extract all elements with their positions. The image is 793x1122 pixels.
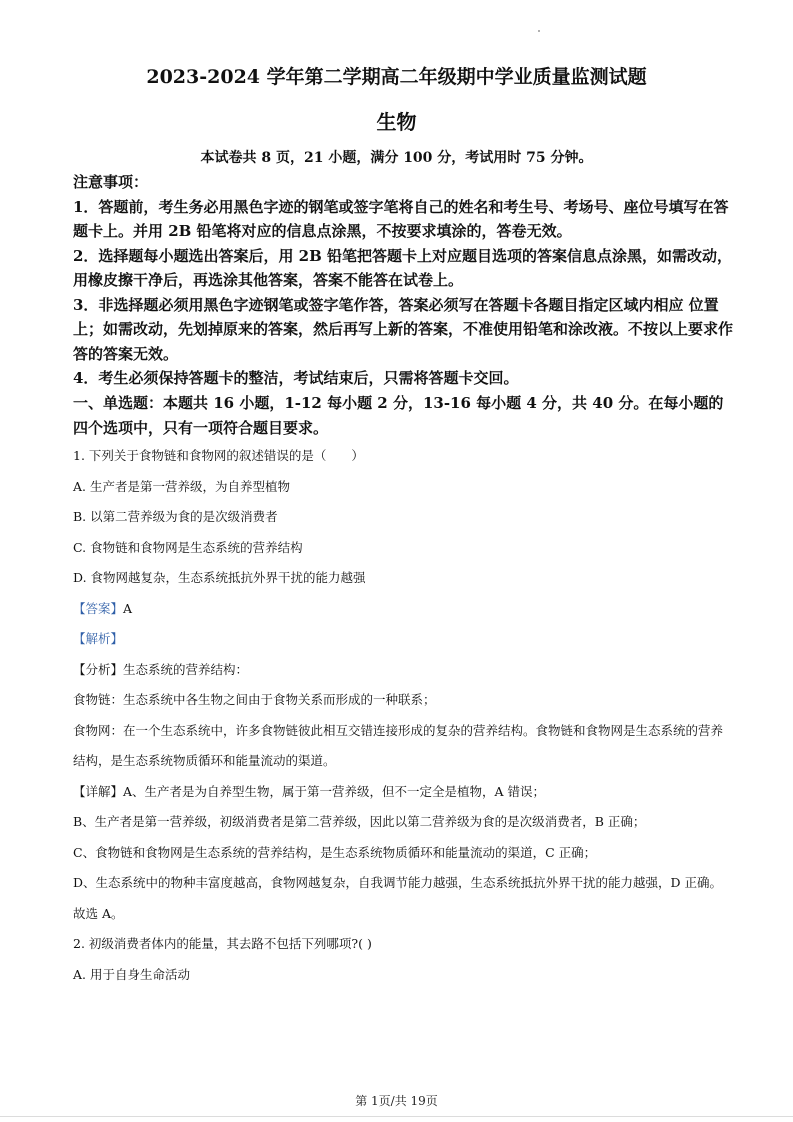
option-c: C. 食物链和食物网是生态系统的营养结构 <box>73 539 303 555</box>
conclusion: 故选 A。 <box>73 905 124 921</box>
option-d: D. 食物网越复杂，生态系统抵抗外界干扰的能力越强 <box>73 570 366 585</box>
food-chain-text: 食物链：生态系统中各生物之间由于食物关系而形成的一种联系； <box>73 692 436 707</box>
note-item: 4．考生必须保持答题卡的整洁，考试结束后，只需将答题卡交回。 <box>73 369 519 387</box>
detail-d: D、生态系统中的物种丰富度越高，食物网越复杂，自我调节能力越强，生态系统抵抗外界干扰的能力越强，D 正确。 <box>73 875 723 890</box>
fenxi-text: 生态系统的营养结构： <box>123 661 249 677</box>
note-item: 1．答题前，考生务必用黑色字迹的钢笔或签字笔将自己的姓名和考生号、考场号、座位号填写在答题卡上。并用 2B 铅笔将对应的信息点涂黑，不按要求填涂的，答卷无效。 <box>73 197 729 240</box>
note-item: 2．选择题每小题选出答案后，用 2B 铅笔把答题卡上对应题目选项的答案信息点涂黑，如需改动，用橡皮擦干净后，再选涂其他答案，答案不能答在试卷上。 <box>73 246 733 289</box>
footer-divider <box>0 1116 793 1117</box>
question-stem: 1. 下列关于食物链和食物网的叙述错误的是（ ） <box>73 448 364 463</box>
exam-info: 本试卷共 8 页，21 小题，满分 100 分，考试用时 75 分钟。 <box>200 150 593 166</box>
answer-value: A <box>123 600 133 616</box>
subject-title: 生物 <box>376 110 417 134</box>
exam-title: 2023-2024 学年第二学期高二年级期中学业质量监测试题 <box>146 66 647 88</box>
fenxi-label: 【分析】 <box>73 661 124 677</box>
notes-section <box>73 170 733 391</box>
question-1 <box>73 441 733 990</box>
analysis-line <box>73 624 733 655</box>
answer-label: 【答案】 <box>73 600 124 616</box>
page-footer: 第 1页/共 19页 <box>355 1094 438 1108</box>
detail-line <box>73 777 733 808</box>
question-2-stem: 2. 初级消费者体内的能量，其去路不包括下列哪项?( ) <box>73 936 372 951</box>
option-b: B. 以第二营养级为食的是次级消费者 <box>73 509 278 524</box>
notes-heading: 注意事项： <box>73 173 149 191</box>
detail-c: C、食物链和食物网是生态系统的营养结构，是生态系统物质循环和能量流动的渠道，C 正确； <box>73 844 597 860</box>
answer-line <box>73 594 733 625</box>
detail-b: B、生产者是第一营养级，初级消费者是第二营养级，因此以第二营养级为食的是次级消费者，B 正确； <box>73 814 646 829</box>
scan-dot <box>538 30 540 32</box>
option-a: A. 生产者是第一营养级，为自养型植物 <box>73 478 290 494</box>
analysis-label: 【解析】 <box>73 631 124 646</box>
section-heading: 一、单选题：本题共 16 小题，1-12 每小题 2 分，13-16 每小题 4 分，共 40 分。在每小题的四个选项中，只有一项符合题目要求。 <box>73 394 724 437</box>
fenxi-line <box>73 655 733 686</box>
question-2-option-a: A. 用于自身生命活动 <box>73 966 190 982</box>
food-web-text: 食物网：在一个生态系统中，许多食物链彼此相互交错连接形成的复杂的营养结构。食物链和食物网是生态系统的营养结构，是生态系统物质循环和能量流动的渠道。 <box>73 722 724 768</box>
detail-a: A、生产者是为自养型生物，属于第一营养级，但不一定全是植物，A 错误； <box>123 783 546 799</box>
detail-label: 【详解】 <box>73 783 124 799</box>
note-item: 3．非选择题必须用黑色字迹钢笔或签字笔作答，答案必须写在答题卡各题目指定区域内相应 位置上；如需改动，先划掉原来的答案，然后再写上新的答案，不准使用铅笔和涂改液。不按以上要求作答的答案无效。 <box>73 295 734 363</box>
